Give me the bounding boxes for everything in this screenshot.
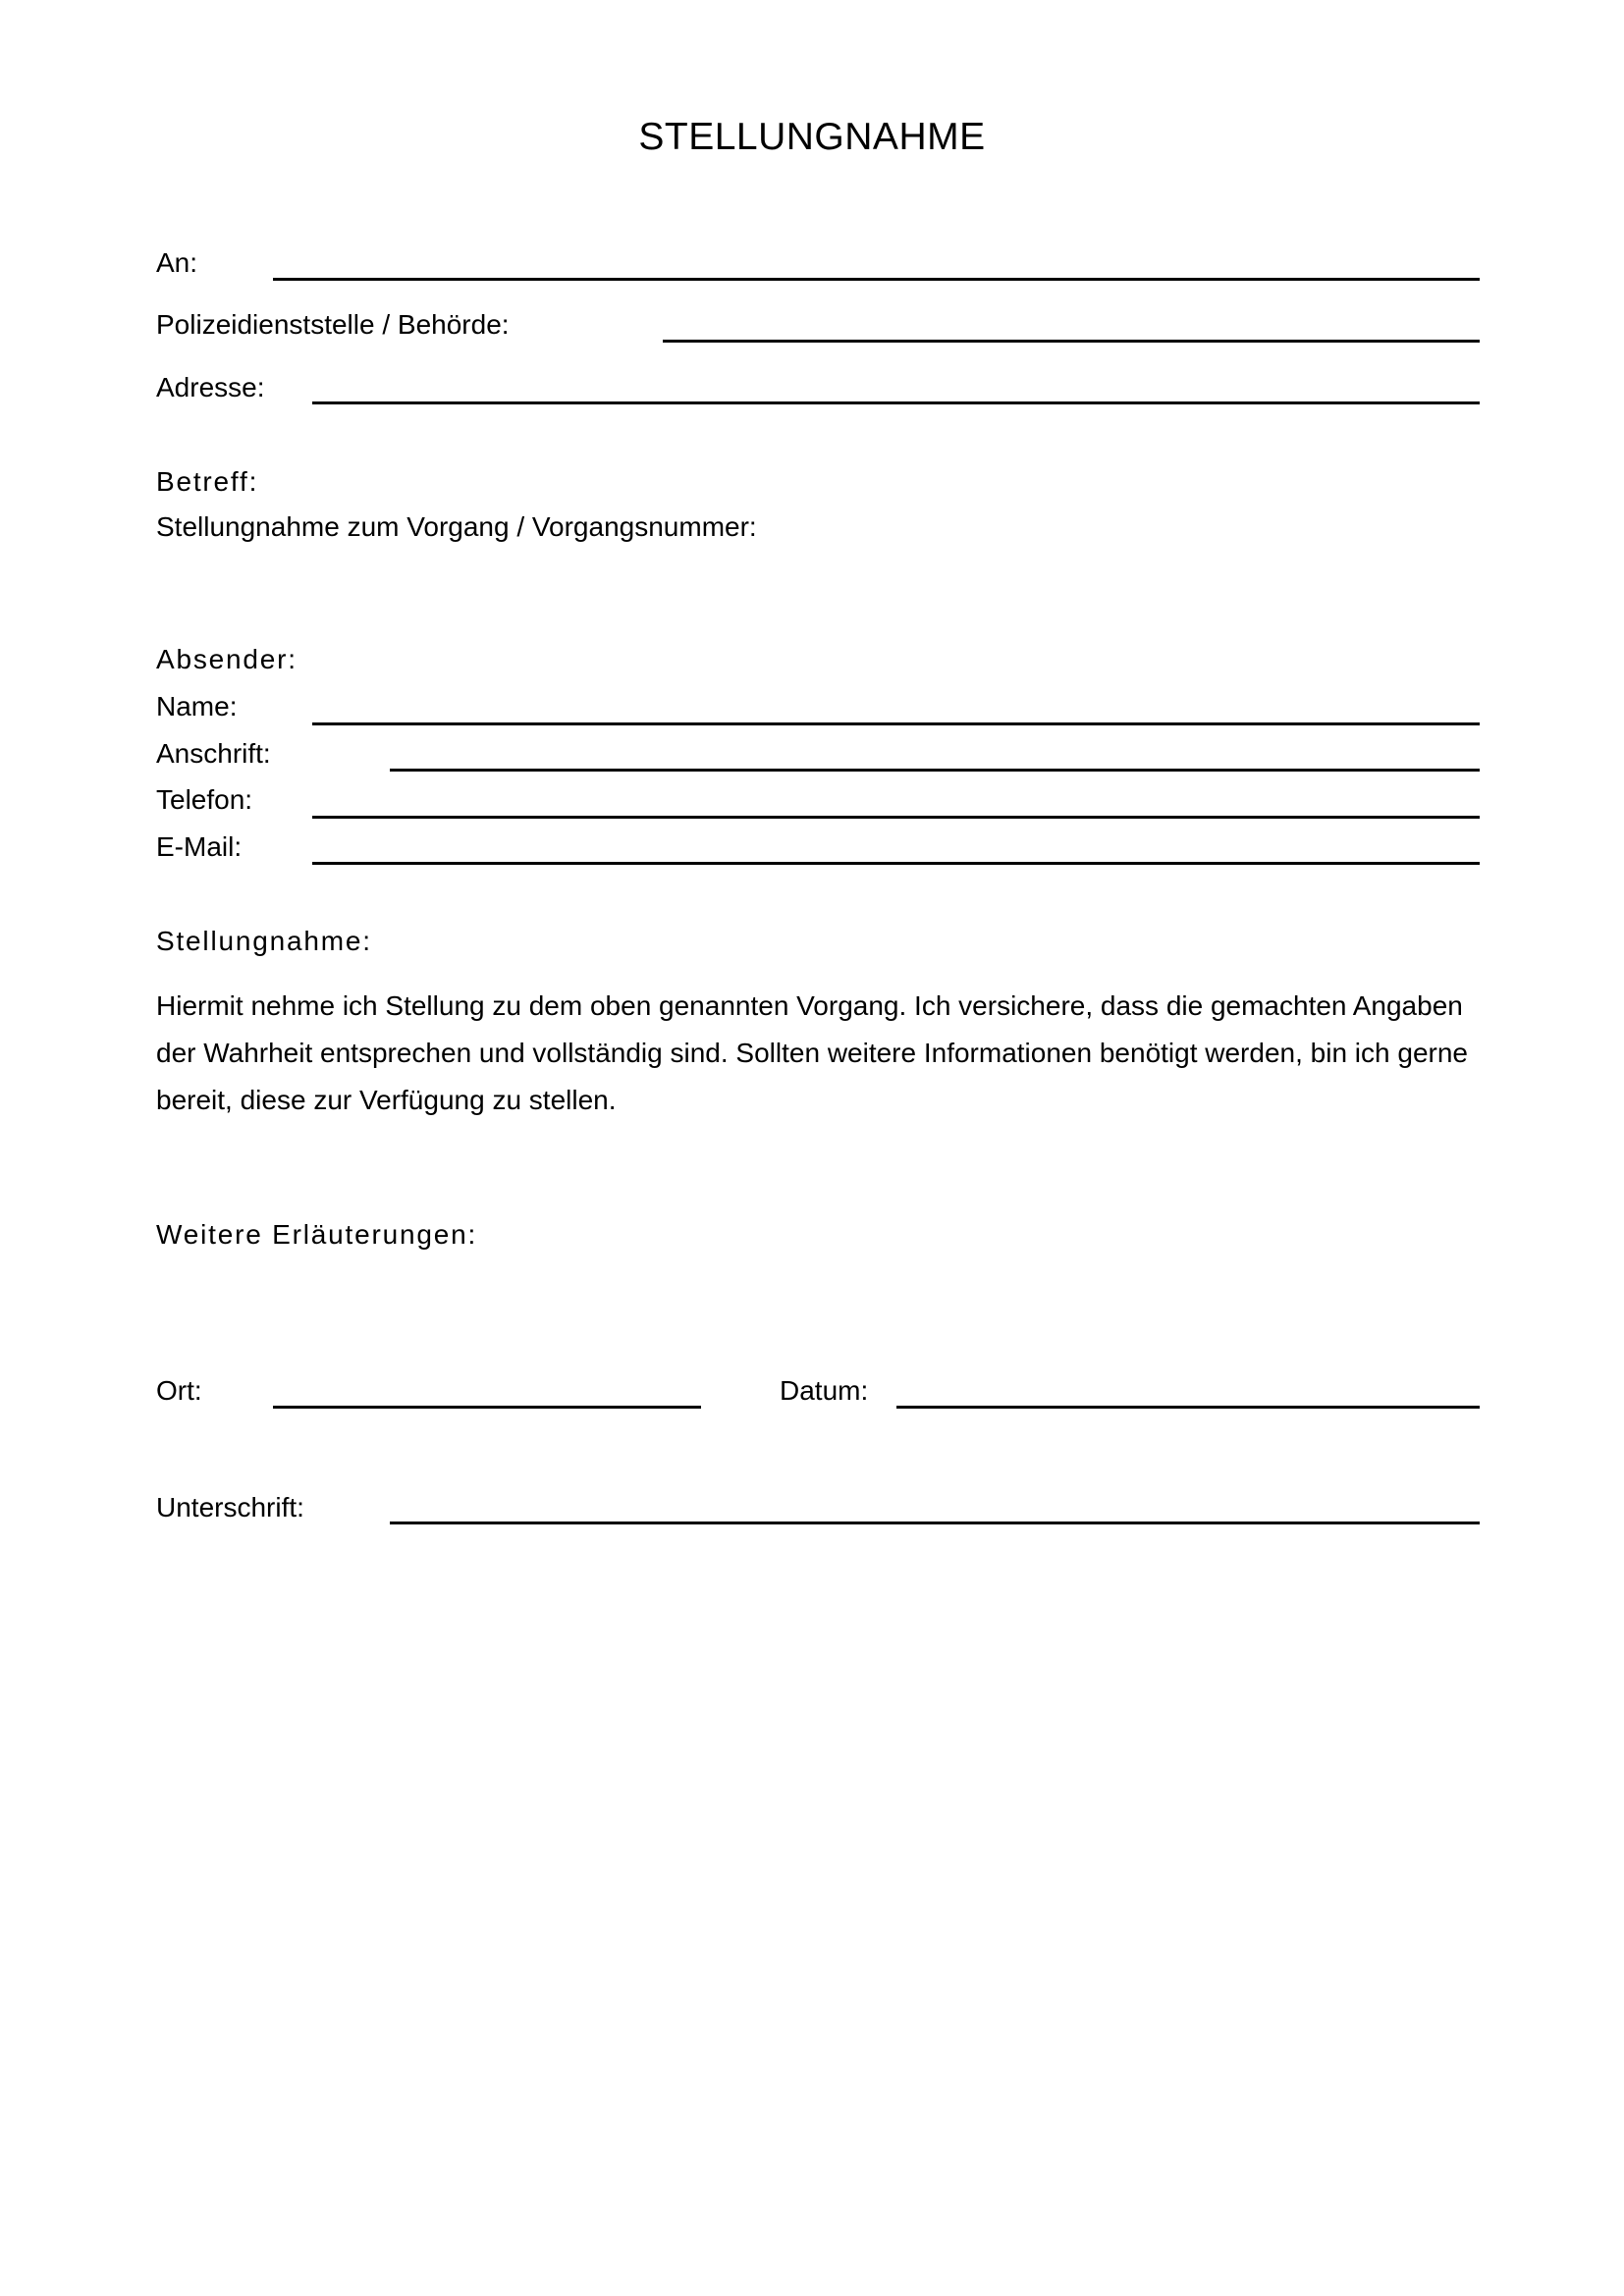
subject-text: Stellungnahme zum Vorgang / Vorgangsnummer: [156,511,757,542]
sender-email-label: E-Mail: [156,831,243,862]
sender-phone-field-line[interactable] [312,816,1480,819]
signature-field-line[interactable] [390,1522,1480,1524]
authority-field-line[interactable] [663,340,1480,343]
statement-line: Hiermit nehme ich Stellung zu dem oben genannten Vorgang. Ich versichere, dass die gemachten Angaben [156,990,1463,1021]
further-explanations-heading: Weitere Erläuterungen: [156,1219,478,1250]
recipient-address-label: Adresse: [156,372,265,402]
sender-email-field-line[interactable] [312,862,1480,865]
signature-label: Unterschrift: [156,1492,304,1522]
sender-heading: Absender: [156,644,298,674]
sender-phone-label: Telefon: [156,784,253,815]
place-field-line[interactable] [273,1406,701,1409]
statement-heading: Stellungnahme: [156,926,372,956]
place-label: Ort: [156,1375,202,1406]
statement-paragraph [156,983,1491,1124]
to-label: An: [156,247,198,278]
subject-heading: Betreff: [156,466,259,497]
statement-line: der Wahrheit entsprechen und vollständig sind. Sollten weitere Informationen benötigt werden, bin ich gerne [156,1038,1468,1068]
sender-address-field-line[interactable] [390,769,1480,772]
date-field-line[interactable] [896,1406,1480,1409]
sender-name-field-line[interactable] [312,722,1480,725]
sender-name-label: Name: [156,691,238,721]
date-label: Datum: [780,1375,869,1406]
authority-label: Polizeidienststelle / Behörde: [156,309,510,340]
to-field-line[interactable] [273,278,1480,281]
document-title: STELLUNGNAHME [638,116,986,158]
statement-line: bereit, diese zur Verfügung zu stellen. [156,1085,617,1115]
recipient-address-field-line[interactable] [312,401,1480,404]
sender-address-label: Anschrift: [156,738,271,769]
